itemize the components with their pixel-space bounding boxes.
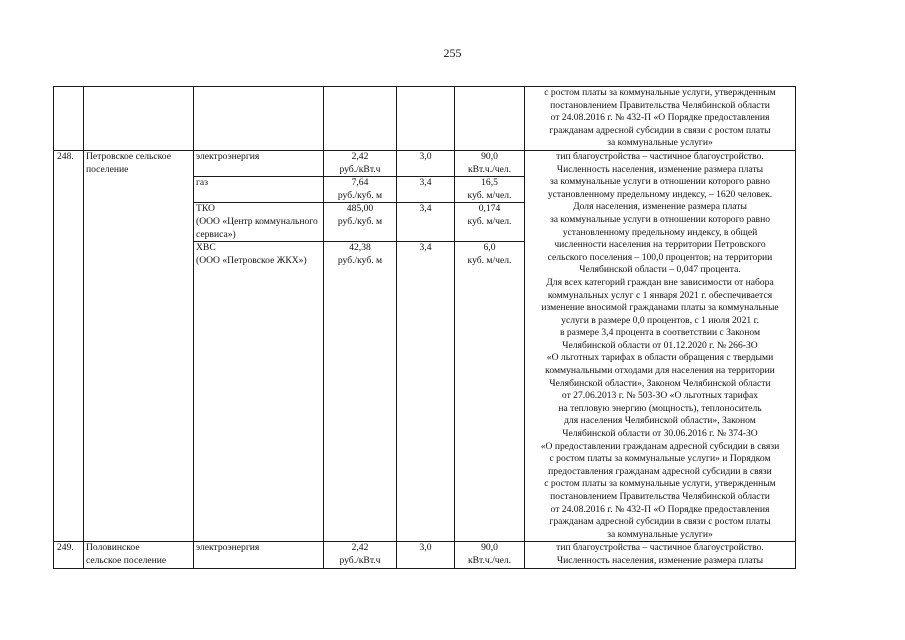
table-row-continuation — [54, 87, 796, 151]
service-name: газ — [194, 177, 324, 203]
settlement-name: Петровское сельское поселение — [84, 150, 194, 541]
index-value: 3,0 — [397, 150, 455, 176]
description-cell: тип благоустройства – частичное благоустройство. Численность населения, изменение размера платы за коммунальные услуги в отношении которого равно установленному предельному индексу, – 1620 человек. Доля населения, изменение размера платы за коммунальные услуги в отношении которого равно установленному предельному индексу, в общей численности населения на территории Петровского сельского поселения – 100,0 процентов; на территории Челябинской области – 0,047 процента. Для всех категорий граждан вне зависимости от набора коммунальных услуг с 1 января 2021 г. обеспечивается изменение вносимой гражданами платы за коммунальные услуги в размере 0,0 процентов, с 1 июля 2021 г. в размере 3,4 процента в соответствии с Законом Челябинской области от 01.12.2020 г. № 266-ЗО «О льготных тарифах в области обращения с твердыми коммунальными отходами для населения на территории Челябинской области», Законом Челябинской области от 27.06.2013 г. № 503-ЗО «О льготных тарифах на тепловую энергию (мощность), теплоноситель для населения Челябинской области», Законом Челябинской области от 30.06.2016 г. № 374-ЗО «О предоставлении гражданам адресной субсидии в связи с ростом платы за коммунальные услуги» и Порядком предоставления гражданам адресной субсидии в связи с ростом платы за коммунальные услуги, утвержденным постановлением Правительства Челябинской области от 24.08.2016 г. № 432-П «О Порядке предоставления гражданам адресной субсидии в связи с ростом платы за коммунальные услуги» — [525, 150, 796, 541]
tariff-value: 2,42 руб./кВт.ч — [324, 542, 397, 568]
tariff-value: 485,00 руб./куб. м — [324, 203, 397, 242]
norm-value: 16,5 куб. м/чел. — [455, 177, 525, 203]
index-value: 3,4 — [397, 177, 455, 203]
settlement-name: Половинское сельское поселение — [84, 542, 194, 568]
norm-value: 0,174 куб. м/чел. — [455, 203, 525, 242]
tariff-value: 7,64 руб./куб. м — [324, 177, 397, 203]
index-value: 3,0 — [397, 542, 455, 568]
service-name: электроэнергия — [194, 150, 324, 176]
tariff-value: 2,42 руб./кВт.ч — [324, 150, 397, 176]
service-name: ХВС (ООО «Петровское ЖКХ») — [194, 242, 324, 542]
norm-value: 6,0 куб. м/чел. — [455, 242, 525, 542]
service-name: электроэнергия — [194, 542, 324, 568]
service-name: ТКО (ООО «Центр коммунального сервиса») — [194, 203, 324, 242]
table-row-249 — [54, 542, 796, 568]
row-number: 249. — [54, 542, 84, 568]
norm-value: 90,0 кВт.ч./чел. — [455, 542, 525, 568]
row-number: 248. — [54, 150, 84, 541]
continuation-text-cell: с ростом платы за коммунальные услуги, утвержденным постановлением Правительства Челябинской области от 24.08.2016 г. № 432-П «О Порядке предоставления гражданам адресной субсидии в связи с ростом платы за коммунальные услуги» — [525, 87, 796, 151]
page-number: 255 — [443, 46, 462, 60]
description-cell: тип благоустройства – частичное благоустройство. Численность населения, изменение размера платы — [525, 542, 796, 568]
tariff-value: 42,38 руб./куб. м — [324, 242, 397, 542]
index-value: 3,4 — [397, 242, 455, 542]
tariff-table — [53, 86, 796, 569]
norm-value: 90,0 кВт.ч./чел. — [455, 150, 525, 176]
index-value: 3,4 — [397, 203, 455, 242]
table-row-248 — [54, 150, 796, 176]
